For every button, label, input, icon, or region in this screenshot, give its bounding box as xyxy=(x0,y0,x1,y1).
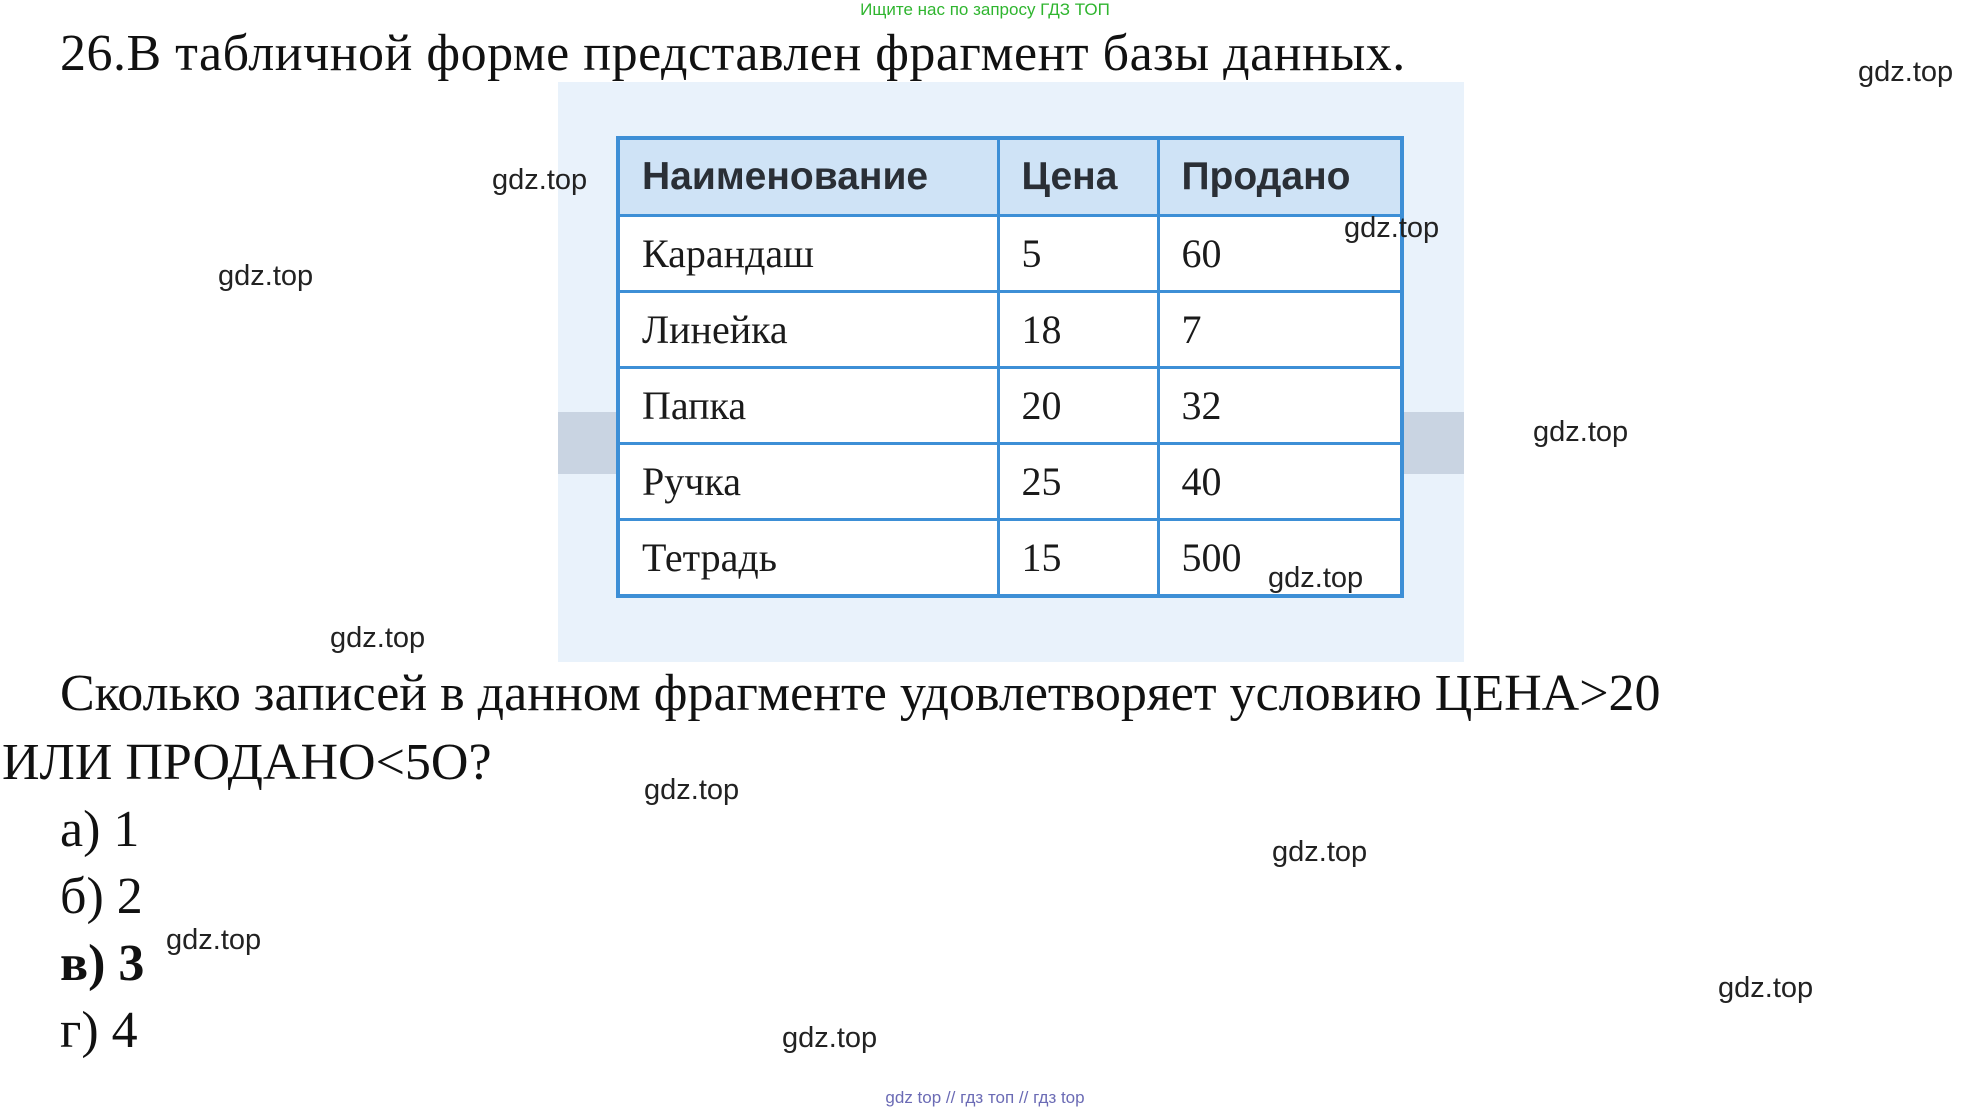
table-cell: 60 xyxy=(1158,216,1402,292)
watermark: gdz.top xyxy=(644,774,740,806)
table-cell: Ручка xyxy=(618,444,998,520)
answer-option-d: г) 4 xyxy=(60,1002,138,1059)
question-line-2: ИЛИ ПРОДАНО<5О? xyxy=(2,734,492,791)
watermark: gdz.top xyxy=(1718,972,1814,1004)
table-cell: Папка xyxy=(618,368,998,444)
answer-option-b: б) 2 xyxy=(60,868,143,925)
header-cell: Продано xyxy=(1158,138,1402,216)
table-row xyxy=(618,292,1402,368)
watermark: gdz.top xyxy=(1272,836,1368,868)
answer-option-a: а) 1 xyxy=(60,801,140,858)
watermark: gdz.top xyxy=(1533,416,1629,448)
answer-option-c-correct: в) 3 xyxy=(60,935,145,992)
table-row xyxy=(618,368,1402,444)
watermark: gdz.top xyxy=(330,622,426,654)
table-row xyxy=(618,444,1402,520)
table-cell: 5 xyxy=(998,216,1158,292)
table-cell: 18 xyxy=(998,292,1158,368)
table-cell: 32 xyxy=(1158,368,1402,444)
top-banner: Ищите нас по запросу ГДЗ ТОП xyxy=(860,0,1110,19)
watermark: gdz.top xyxy=(782,1022,878,1054)
table-cell: 500 xyxy=(1158,520,1402,597)
question-line-1: Сколько записей в данном фрагменте удовлетворяет условию ЦЕНА>20 xyxy=(60,665,1661,722)
table-cell: Тетрадь xyxy=(618,520,998,597)
table-cell: 7 xyxy=(1158,292,1402,368)
task-heading: 26.В табличной форме представлен фрагмент базы данных. xyxy=(60,25,1406,82)
table-cell: Линейка xyxy=(618,292,998,368)
table-cell: Карандаш xyxy=(618,216,998,292)
watermark: gdz.top xyxy=(1858,56,1954,88)
table-cell: 20 xyxy=(998,368,1158,444)
watermark: gdz.top xyxy=(166,924,262,956)
header-cell: Наименование xyxy=(618,138,998,216)
database-table xyxy=(616,136,1404,598)
table-cell: 40 xyxy=(1158,444,1402,520)
table-row xyxy=(618,216,1402,292)
watermark: gdz.top xyxy=(218,260,314,292)
header-cell: Цена xyxy=(998,138,1158,216)
footer-links: gdz top // гдз топ // гдз top xyxy=(885,1088,1085,1107)
table-cell: 25 xyxy=(998,444,1158,520)
table-header-row xyxy=(618,138,1402,216)
table-cell: 15 xyxy=(998,520,1158,597)
watermark: gdz.top xyxy=(492,164,588,196)
watermark: gdz.top xyxy=(1268,562,1364,594)
watermark: gdz.top xyxy=(1344,212,1440,244)
